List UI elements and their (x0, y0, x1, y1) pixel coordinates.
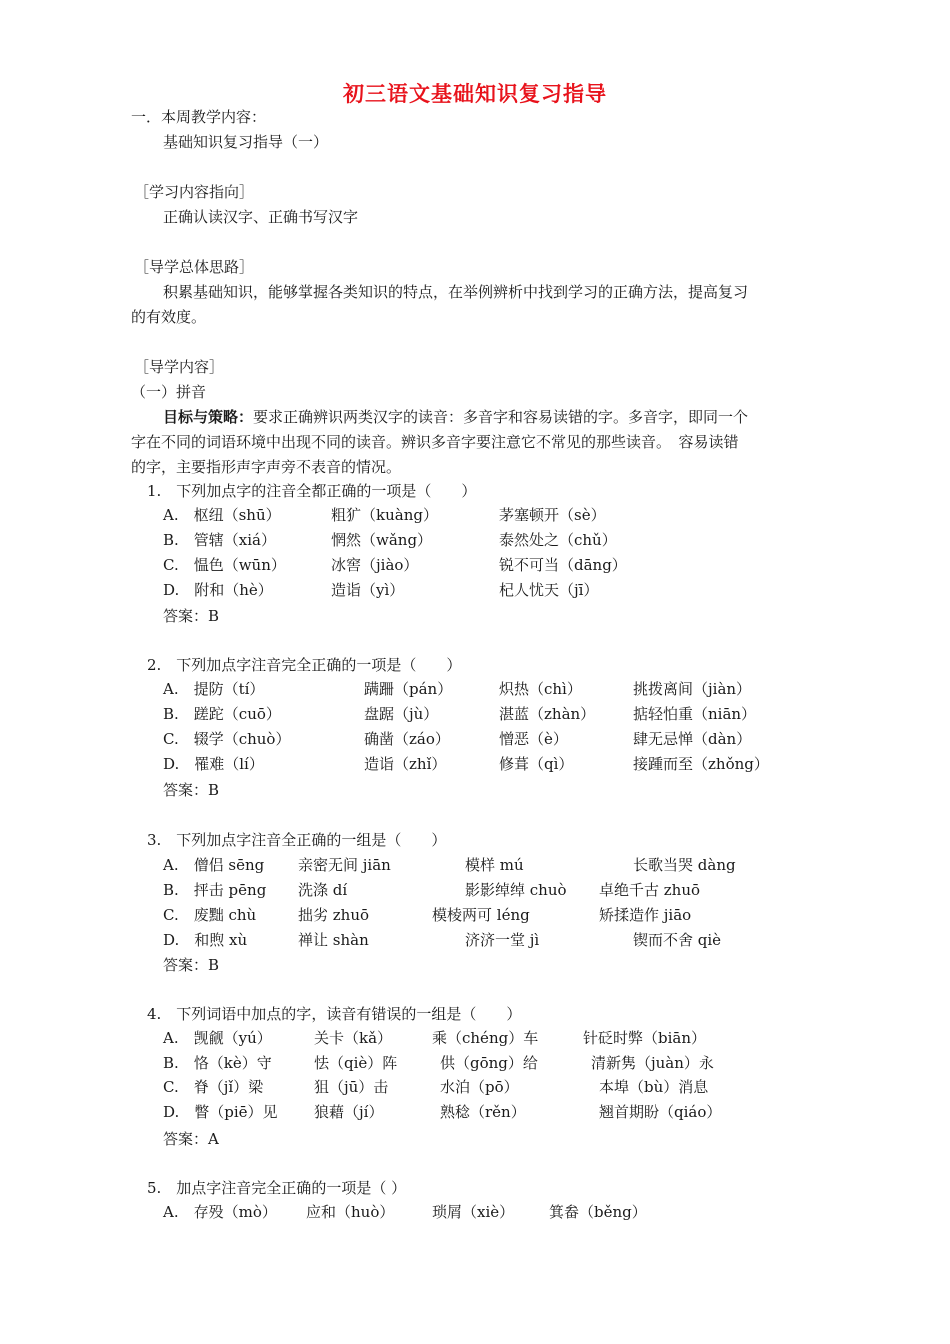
question-5-stem: 5. 加点字注音完全正确的一项是（ ） (147, 1179, 407, 1197)
approach-label: ［导学总体思路］ (134, 258, 255, 276)
q1-option-b-item-2: 惘然（wǎng） (331, 531, 433, 549)
q1-option-c-item-3: 锐不可当（dāng） (499, 556, 627, 574)
section-label-pinyin: （一）拼音 (131, 383, 207, 401)
q4-option-b-item-4: 清新隽（juàn）永 (591, 1054, 714, 1072)
q3-option-d-item-2: 禅让 shàn (298, 931, 369, 949)
q3-option-c-item-1: C. 废黜 chù (163, 906, 257, 924)
q2-option-b-item-4: 掂轻怕重（niān） (633, 705, 757, 723)
q2-option-c-item-2: 确凿（záo） (364, 730, 450, 748)
question-2-stem: 2. 下列加点字注音完全正确的一项是（ ） (147, 656, 462, 674)
question-1-stem: 1. 下列加点字的注音全都正确的一项是（ ） (147, 482, 477, 500)
q4-option-b-item-3: 供（gōng）给 (440, 1054, 538, 1072)
q2-option-a-item-2: 蹒跚（pán） (364, 680, 453, 698)
q5-option-a-item-3: 琐屑（xiè） (432, 1203, 515, 1221)
q4-answer: 答案：A (163, 1130, 219, 1148)
direction-text: 正确认读汉字、正确书写汉字 (163, 208, 359, 226)
q3-option-b-item-3: 影影绰绰 chuò (465, 881, 567, 899)
q2-option-d-item-1: D. 罹难（lí） (163, 755, 264, 773)
goal-text: 要求正确辨识两类汉字的读音：多音字和容易读错的字。多音字，即同一个 (253, 408, 749, 426)
q1-option-a-item-3: 茅塞顿开（sè） (499, 506, 606, 524)
approach-text-line-2: 的有效度。 (131, 308, 207, 326)
q4-option-d-item-4: 翘首期盼（qiáo） (599, 1103, 722, 1121)
q3-option-c-item-3: 模棱两可 léng (432, 906, 530, 924)
q3-option-a-item-3: 模样 mú (465, 856, 524, 874)
q1-option-a-item-1: A. 枢纽（shū） (163, 506, 281, 524)
direction-label: ［学习内容指向］ (134, 183, 255, 201)
q3-option-a-item-1: A. 僧侣 sēng (163, 856, 265, 874)
q3-option-a-item-2: 亲密无间 jiān (298, 856, 391, 874)
q1-option-d-item-2: 造诣（yì） (331, 581, 405, 599)
week-content-heading: 一．本周教学内容： (131, 108, 267, 126)
q3-option-b-item-4: 卓绝千古 zhuō (599, 881, 701, 899)
approach-text-line-1: 积累基础知识，能够掌握各类知识的特点，在举例辨析中找到学习的正确方法，提高复习 (163, 283, 749, 301)
q3-option-a-item-4: 长歌当哭 dàng (633, 856, 736, 874)
document-title: 初三语文基础知识复习指导 (343, 81, 607, 106)
q4-option-d-item-2: 狼藉（jí） (314, 1103, 384, 1121)
q1-option-d-item-3: 杞人忧天（jī） (499, 581, 599, 599)
q4-option-d-item-1: D. 瞥（piē）见 (163, 1103, 278, 1121)
q1-option-a-item-2: 粗犷（kuàng） (331, 506, 438, 524)
q3-option-d-item-4: 锲而不舍 qiè (633, 931, 722, 949)
q4-option-a-item-3: 乘（chéng）车 (432, 1029, 539, 1047)
q4-option-b-item-1: B. 恪（kè）守 (163, 1054, 272, 1072)
q1-option-d-item-1: D. 附和（hè） (163, 581, 273, 599)
week-topic: 基础知识复习指导（一） (163, 133, 329, 151)
q4-option-a-item-4: 针砭时弊（biān） (583, 1029, 707, 1047)
q3-option-b-item-1: B. 抨击 pēng (163, 881, 267, 899)
q2-option-d-item-3: 修葺（qì） (499, 755, 574, 773)
q3-option-d-item-3: 济济一堂 jì (465, 931, 540, 949)
q4-option-b-item-2: 怯（qiè）阵 (314, 1054, 398, 1072)
q2-option-b-item-1: B. 蹉跎（cuō） (163, 705, 281, 723)
q2-option-b-item-2: 盘踞（jù） (364, 705, 439, 723)
q2-option-a-item-3: 炽热（chì） (499, 680, 582, 698)
q1-option-b-item-3: 泰然处之（chǔ） (499, 531, 617, 549)
content-label: ［导学内容］ (134, 358, 225, 376)
question-3-stem: 3. 下列加点字注音全正确的一组是（ ） (147, 831, 447, 849)
q3-option-c-item-4: 矫揉造作 jiāo (599, 906, 692, 924)
q2-option-c-item-1: C. 辍学（chuò） (163, 730, 291, 748)
q4-option-c-item-3: 水泊（pō） (440, 1078, 519, 1096)
q5-option-a-item-2: 应和（huò） (306, 1203, 395, 1221)
q4-option-c-item-1: C. 脊（jǐ）梁 (163, 1078, 264, 1096)
goal-paragraph-line-1 (163, 407, 748, 427)
q1-option-b-item-1: B. 管辖（xiá） (163, 531, 276, 549)
q1-answer: 答案：B (163, 607, 220, 625)
q2-option-c-item-3: 憎恶（è） (499, 730, 568, 748)
q2-option-b-item-3: 湛蓝（zhàn） (499, 705, 596, 723)
q3-option-b-item-2: 洗涤 dí (298, 881, 348, 899)
q2-option-a-item-1: A. 提防（tí） (163, 680, 265, 698)
q4-option-a-item-2: 关卡（kǎ） (314, 1029, 393, 1047)
question-4-stem: 4. 下列词语中加点的字，读音有错误的一组是（ ） (147, 1005, 522, 1023)
q2-option-d-item-4: 接踵而至（zhǒng） (633, 755, 769, 773)
q3-option-d-item-1: D. 和煦 xù (163, 931, 248, 949)
q2-option-a-item-4: 挑拨离间（jiàn） (633, 680, 752, 698)
goal-paragraph-line-3: 的字，主要指形声字声旁不表音的情况。 (131, 458, 402, 476)
q4-option-c-item-4: 本埠（bù）消息 (599, 1078, 709, 1096)
goal-paragraph-line-2: 字在不同的词语环境中出现不同的读音。辨识多音字要注意它不常见的那些读音。 容易读错 (131, 433, 739, 451)
q5-option-a-item-1: A. 存殁（mò） (163, 1203, 277, 1221)
q1-option-c-item-1: C. 愠色（wūn） (163, 556, 286, 574)
q2-answer: 答案：B (163, 781, 220, 799)
q3-answer: 答案：B (163, 956, 220, 974)
q2-option-d-item-2: 造诣（zhǐ） (364, 755, 447, 773)
q2-option-c-item-4: 肆无忌惮（dàn） (633, 730, 752, 748)
q4-option-a-item-1: A. 觊觎（yú） (163, 1029, 272, 1047)
q5-option-a-item-4: 箕畚（běng） (549, 1203, 647, 1221)
q4-option-d-item-3: 熟稔（rěn） (440, 1103, 526, 1121)
q4-option-c-item-2: 狙（jū）击 (314, 1078, 389, 1096)
q1-option-c-item-2: 冰窖（jiào） (331, 556, 419, 574)
q3-option-c-item-2: 拙劣 zhuō (298, 906, 370, 924)
goal-label: 目标与策略： (163, 408, 254, 426)
